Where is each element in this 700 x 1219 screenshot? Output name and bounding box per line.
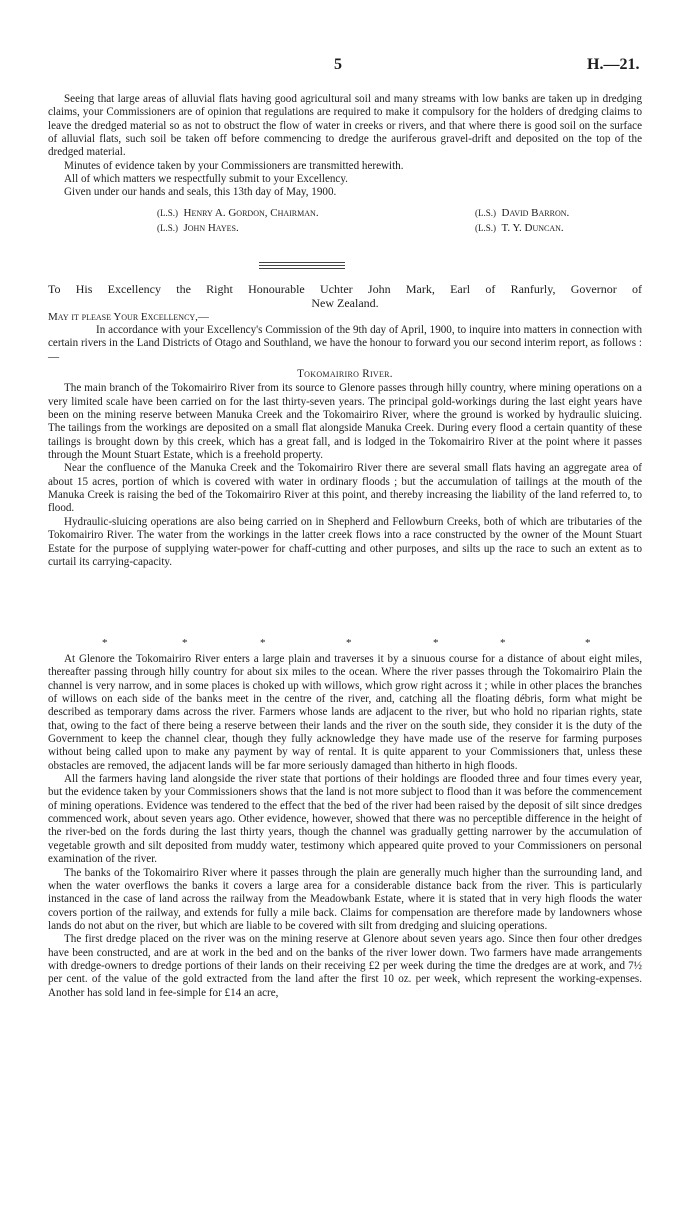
paragraph: The first dredge placed on the river was on the mining reserve at Glenore about seven years ago. Since then four other dredges have been constructed, and are at work in the bed and on the banks of the river lower down. Two farmers have made arrangements with dredge-owners to dredge portions of their lands on their receiving £2 per week during the time the dredges are at work, and 7½ per cent. of the value of the gold extracted from the land after the first 10 oz. per week, which represent the working-expenses. Another has sold land in fee-simple for £14 an acre, bbox=[48, 933, 642, 999]
tokomairiro-plain-section bbox=[48, 653, 642, 1000]
asterisk: * bbox=[346, 637, 352, 649]
paragraph: Given under our hands and seals, this 13th day of May, 1900. bbox=[64, 186, 337, 199]
paragraph: The main branch of the Tokomairiro River from its source to Glenore passes through hilly country, where mining operations on a very limited scale have been carried on for the last thirty-seven years. The principal gold-workings during the last eight years have been on the mining reserve between Manuka Creek and the Tokomairiro River, where the ground is worked by hydraulic sluicing. The tailings from the workings are deposited on a small flat alongside Manuka Creek. During every flood a certain quantity of these tailings is brought down by this creek, which has a great fall, and is lodged in the Tokomairiro River at the point where it passes through the Mount Stuart Estate, which is a freehold property. bbox=[48, 382, 642, 462]
asterisk: * bbox=[102, 637, 108, 649]
asterisk: * bbox=[182, 637, 188, 649]
first-report-closing bbox=[48, 93, 642, 200]
asterisk: * bbox=[585, 637, 591, 649]
section-divider bbox=[259, 262, 345, 271]
asterisk: * bbox=[500, 637, 506, 649]
asterisk: * bbox=[260, 637, 266, 649]
signature-name: David Barron. bbox=[501, 207, 570, 219]
section-heading: Tokomairiro River. bbox=[297, 368, 393, 381]
asterisk: * bbox=[433, 637, 439, 649]
paragraph: The banks of the Tokomairiro River where it passes through the plain are generally much higher than the surrounding land, and when the water overflows the banks it covers a large area for a considerable distance back from the river. This is particularly instanced in the case of land across the railway from the Meadowbank Estate, where it is stated that in very high floods the water covers portion of the railway, and extends for fully a mile back. Claims for compensation are therefore made by landowners whose lands do not abut on the river, but which are liable to be covered with silt from dredging and sluicing operations. bbox=[48, 866, 642, 932]
paragraph: Hydraulic-sluicing operations are also being carried on in Shepherd and Fellowburn Creeks, both of which are tributaries of the Tokomairiro River. The water from the workings in the latter creek flows into a race constructed by the owner of the Mount Stuart Estate for the purpose of supplying water-power for chaff-cutting and other purposes, and silts up the race to such an extent as to curtail its carrying-capacity. bbox=[48, 515, 642, 568]
paragraph: All of which matters we respectfully submit to your Excellency. bbox=[64, 173, 348, 186]
document-code: H.—21. bbox=[587, 56, 640, 73]
signature-name: John Hayes. bbox=[183, 222, 239, 234]
salutation: May it please Your Excellency,— bbox=[48, 311, 209, 323]
paragraph: Near the confluence of the Manuka Creek and the Tokomairiro River there are several small flats having an aggregate area of about 15 acres, portion of which is covered with water in ordinary floods ; but the accumulation of tailings at the mouth of the Manuka Creek is raising the bed of the Tokomairiro River at this point, and thereby increasing the liability of the land referred to, to flood. bbox=[48, 462, 642, 515]
signature-left-1 bbox=[157, 207, 319, 219]
signature-name: Henry A. Gordon, Chairman. bbox=[183, 207, 319, 219]
paragraph: All the farmers having land alongside the river state that portions of their holdings are flooded three and four times every year, but the evidence taken by your Commissioners shows that the land is not more subject to flood than it was before the commencement of mining operations. Evidence was tendered to the effect that the bed of the river had been raised by the deposit of silt since dredges commenced work, about seven years ago. Other evidence, however, showed that there was no perceptible difference in the height of the river-bed on the fords during the last thirty years, though the channel was gradually getting narrower by the accumulation of vegetable growth and silt deposited from muddy water, testimony which appeared quite proved to your Commissioners on personal examination of the river. bbox=[48, 773, 642, 866]
page-number: 5 bbox=[334, 56, 342, 73]
address-line: New Zealand. bbox=[311, 295, 379, 310]
signature-name: T. Y. Duncan. bbox=[501, 222, 564, 234]
paragraph: Minutes of evidence taken by your Commissioners are transmitted herewith. bbox=[64, 159, 404, 172]
signature-right-1 bbox=[475, 207, 569, 219]
address-line: To His Excellency the Right Honourable Uchter John Mark, Earl of Ranfurly, Governor of bbox=[48, 282, 642, 296]
signature-right-2 bbox=[475, 222, 564, 234]
signature-left-2 bbox=[157, 222, 239, 234]
paragraph: At Glenore the Tokomairiro River enters a large plain and traverses it by a sinuous course for a distance of about eight miles, thereafter passing through hilly country for about six miles to the ocean. Where the river passes through the Tokomairiro Plain the channel is very narrow, and in some places is choked up with willows, which grow right across it ; while in other places the branches of willows on each side of the banks meet in the centre of the river, and, catching all the floating débris, form what might be described as temporary dams across the river. Farmers whose lands are adjacent to the river, but who hold no riparian rights, state that, owing to the fact of there being a reserve between their lands and the river on the south side, they consider it is the duty of the Government to keep the channel clear, though they fully acknowledge they have made use of the reserve for farming purposes without being called upon to make any payment by way of rental. It is quite apparent to your Commissioners that, unless these obstacles are removed, the adjacent lands will be far more seriously damaged than hitherto in high floods. bbox=[48, 653, 642, 772]
paragraph: Seeing that large areas of alluvial flats having good agricultural soil and many streams with low banks are taken up in dredging claims, your Commissioners are of opinion that regulations are required to make it compulsory for the holders of dredging claims to leave the dredged material so as not to obstruct the flow of water in creeks or rivers, and that where there is good soil on the surface of alluvial flats, such soil be taken off before commencing to dredge the auriferous gravel-drift and deposited on the top of the dredged material. bbox=[48, 93, 642, 159]
address-block bbox=[48, 283, 642, 310]
intro-paragraph: In accordance with your Excellency's Commission of the 9th day of April, 1900, to inquire into matters in connection with certain rivers in the Land Districts of Otago and Southland, we have the honour to forward you our second interim report, as follows :— bbox=[48, 324, 642, 363]
second-report-intro bbox=[48, 324, 642, 569]
seal-mark: (L.S.) bbox=[157, 223, 178, 233]
seal-mark: (L.S.) bbox=[475, 223, 496, 233]
seal-mark: (L.S.) bbox=[475, 208, 496, 218]
seal-mark: (L.S.) bbox=[157, 208, 178, 218]
